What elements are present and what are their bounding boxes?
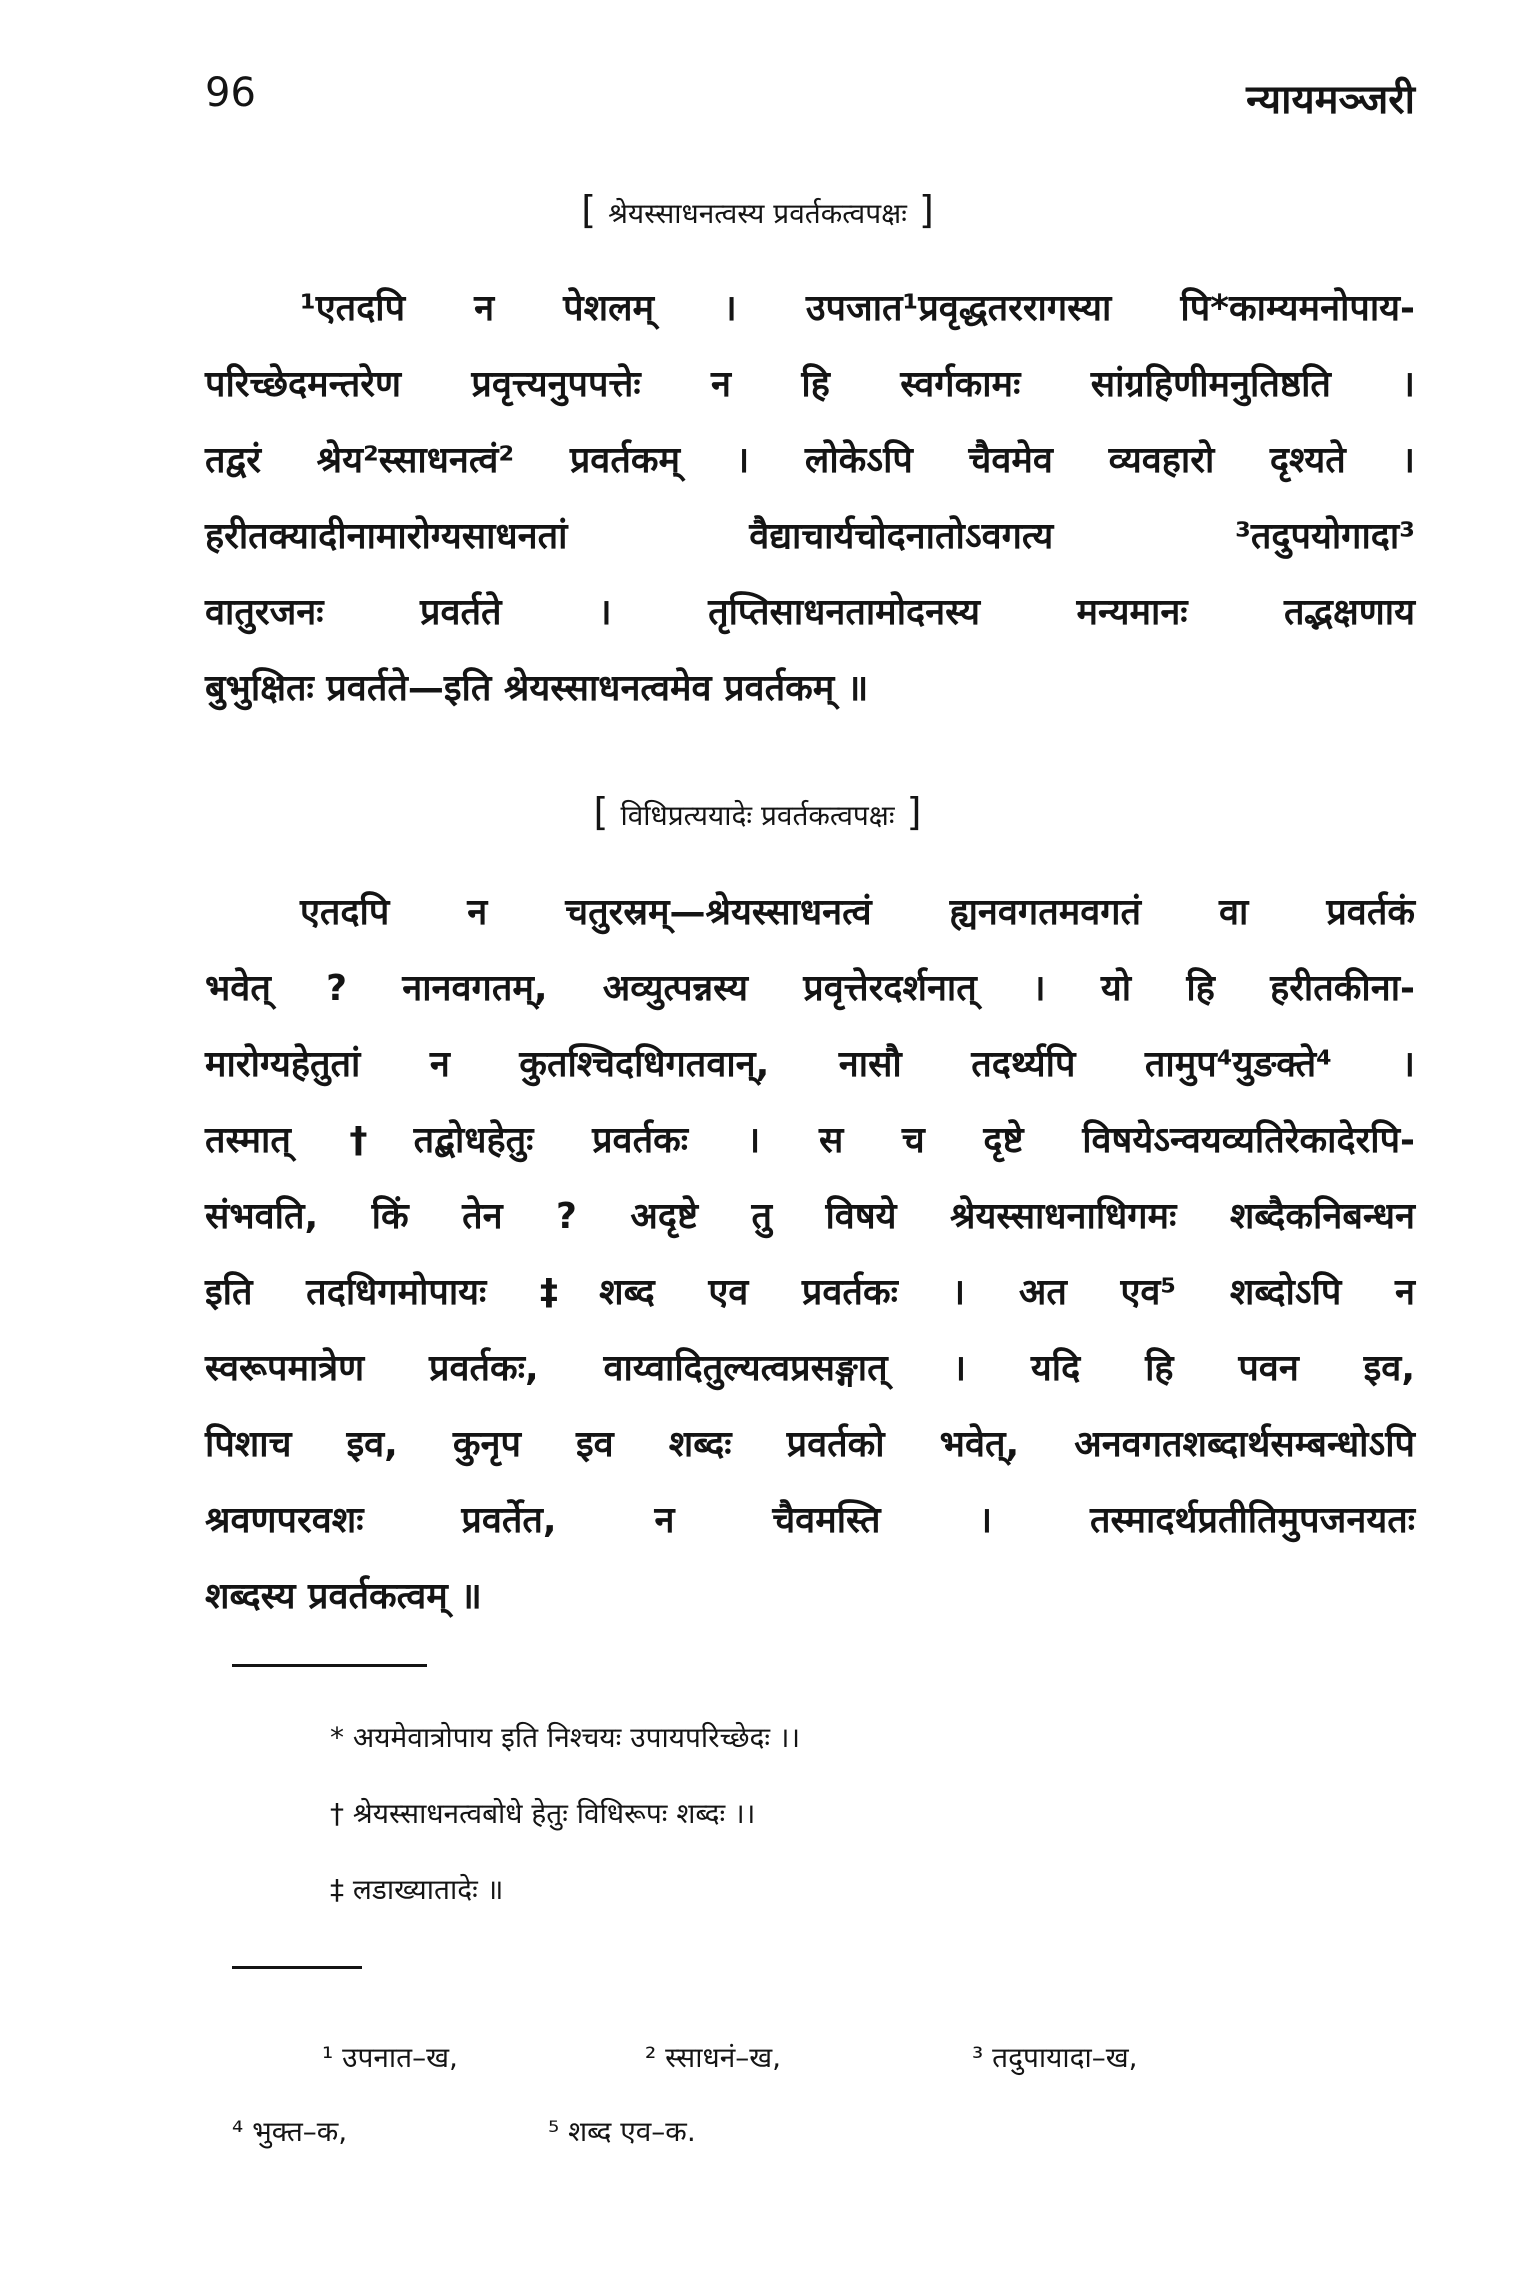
footnote-divider [232,1664,427,1667]
section-heading-2-text: विधिप्रत्ययादेः प्रवर्तकत्वपक्षः [620,799,895,832]
paragraph-2-line-3: मारोग्यहेतुतां न कुतश्चिदधिगतवान्, नासौ तदर्थ्यपि तामुप⁴युङक्ते⁴ । [205,1044,1415,1085]
paragraph-1-line-3: तद्वरं श्रेय²स्साधनत्वं² प्रवर्तकम् । लोकेऽपि चैवमेव व्यवहारो दृश्यते । [205,440,1415,481]
paragraph-1-line-5: वातुरजनः प्रवर्तते । तृप्तिसाधनतामोदनस्य मन्यमानः तद्भक्षणाय [205,592,1415,633]
section-heading-2: [ विधिप्रत्ययादेः प्रवर्तकत्वपक्षः ] [593,790,922,834]
paragraph-2-line-2: भवेत् ? नानवगतम्, अव्युत्पन्नस्य प्रवृत्तेरदर्शनात् । यो हि हरीतकीना- [205,968,1415,1009]
paragraph-2-line-1: एतदपि न चतुरस्रम्—श्रेयस्साधनत्वं ह्यनवगतमवगतं वा प्रवर्तकं [300,892,1415,933]
footnote-dagger: † श्रेयस्साधनत्वबोधे हेतुः विधिरूपः शब्दः ।। [330,1797,756,1830]
paragraph-1-line-6: बुभुक्षितः प्रवर्तते—इति श्रेयस्साधनत्वमेव प्रवर्तकम् ॥ [205,668,869,709]
paragraph-2-line-7: स्वरूपमात्रेण प्रवर्तकः, वाय्वादितुल्यत्वप्रसङ्गात् । यदि हि पवन इव, [205,1348,1415,1389]
paragraph-1-line-1: ¹एतदपि न पेशलम् । उपजात¹प्रवृद्धतररागस्या पि*काम्यमनोपाय- [300,288,1415,329]
section-heading-1: [ श्रेयस्साधनत्वस्य प्रवर्तकत्वपक्षः ] [581,188,934,232]
paragraph-2-line-8: पिशाच इव, कुनृप इव शब्दः प्रवर्तको भवेत्, अनवगतशब्दार्थसम्बन्धोऽपि [205,1424,1415,1465]
variant-reading-2: ² स्साधनं–ख, [645,2041,782,2074]
section-heading-1-text: श्रेयस्साधनत्वस्य प्रवर्तकत्वपक्षः [608,197,907,230]
paragraph-2-line-5: संभवति, किं तेन ? अदृष्टे तु विषये श्रेयस्साधनाधिगमः शब्दैकनिबन्धन [205,1196,1415,1237]
page-header [205,70,1415,130]
variant-reading-3: ³ तदुपायादा–ख, [972,2041,1138,2074]
paragraph-2-line-9: श्रवणपरवशः प्रवर्तेत, न चैवमस्ति । तस्मादर्थप्रतीतिमुपजनयतः [205,1500,1415,1541]
paragraph-2-line-10: शब्दस्य प्रवर्तकत्वम् ॥ [205,1576,482,1617]
paragraph-1-line-2: परिच्छेदमन्तरेण प्रवृत्त्यनुपपत्तेः न हि स्वर्गकामः सांग्रहिणीमनुतिष्ठति । [205,364,1415,405]
footnote-double-dagger: ‡ लडाख्यातादेः ॥ [330,1873,504,1906]
variant-readings-divider [232,1966,362,1969]
paragraph-2-line-6: इति तदधिगमोपायः ‡शब्द एव प्रवर्तकः । अत एव⁵ शब्दोऽपि न [205,1272,1415,1313]
variant-reading-5: ⁵ शब्द एव–क. [548,2115,696,2148]
page-number: 96 [205,70,256,116]
paragraph-1-line-4: हरीतक्यादीनामारोग्यसाधनतां वैद्याचार्यचोदनातोऽवगत्य ³तदुपयोगादा³ [205,516,1415,557]
footnote-star: * अयमेवात्रोपाय इति निश्चयः उपायपरिच्छेदः ।। [330,1721,801,1754]
paragraph-2-line-4: तस्मात् †तद्बोधहेतुः प्रवर्तकः । स च दृष्टे विषयेऽन्वयव्यतिरेकादेरपि- [205,1120,1415,1161]
variant-reading-1: ¹ उपनात–ख, [322,2041,458,2074]
running-title: न्यायमञ्जरी [1246,77,1415,123]
variant-reading-4: ⁴ भुक्त–क, [232,2115,348,2148]
